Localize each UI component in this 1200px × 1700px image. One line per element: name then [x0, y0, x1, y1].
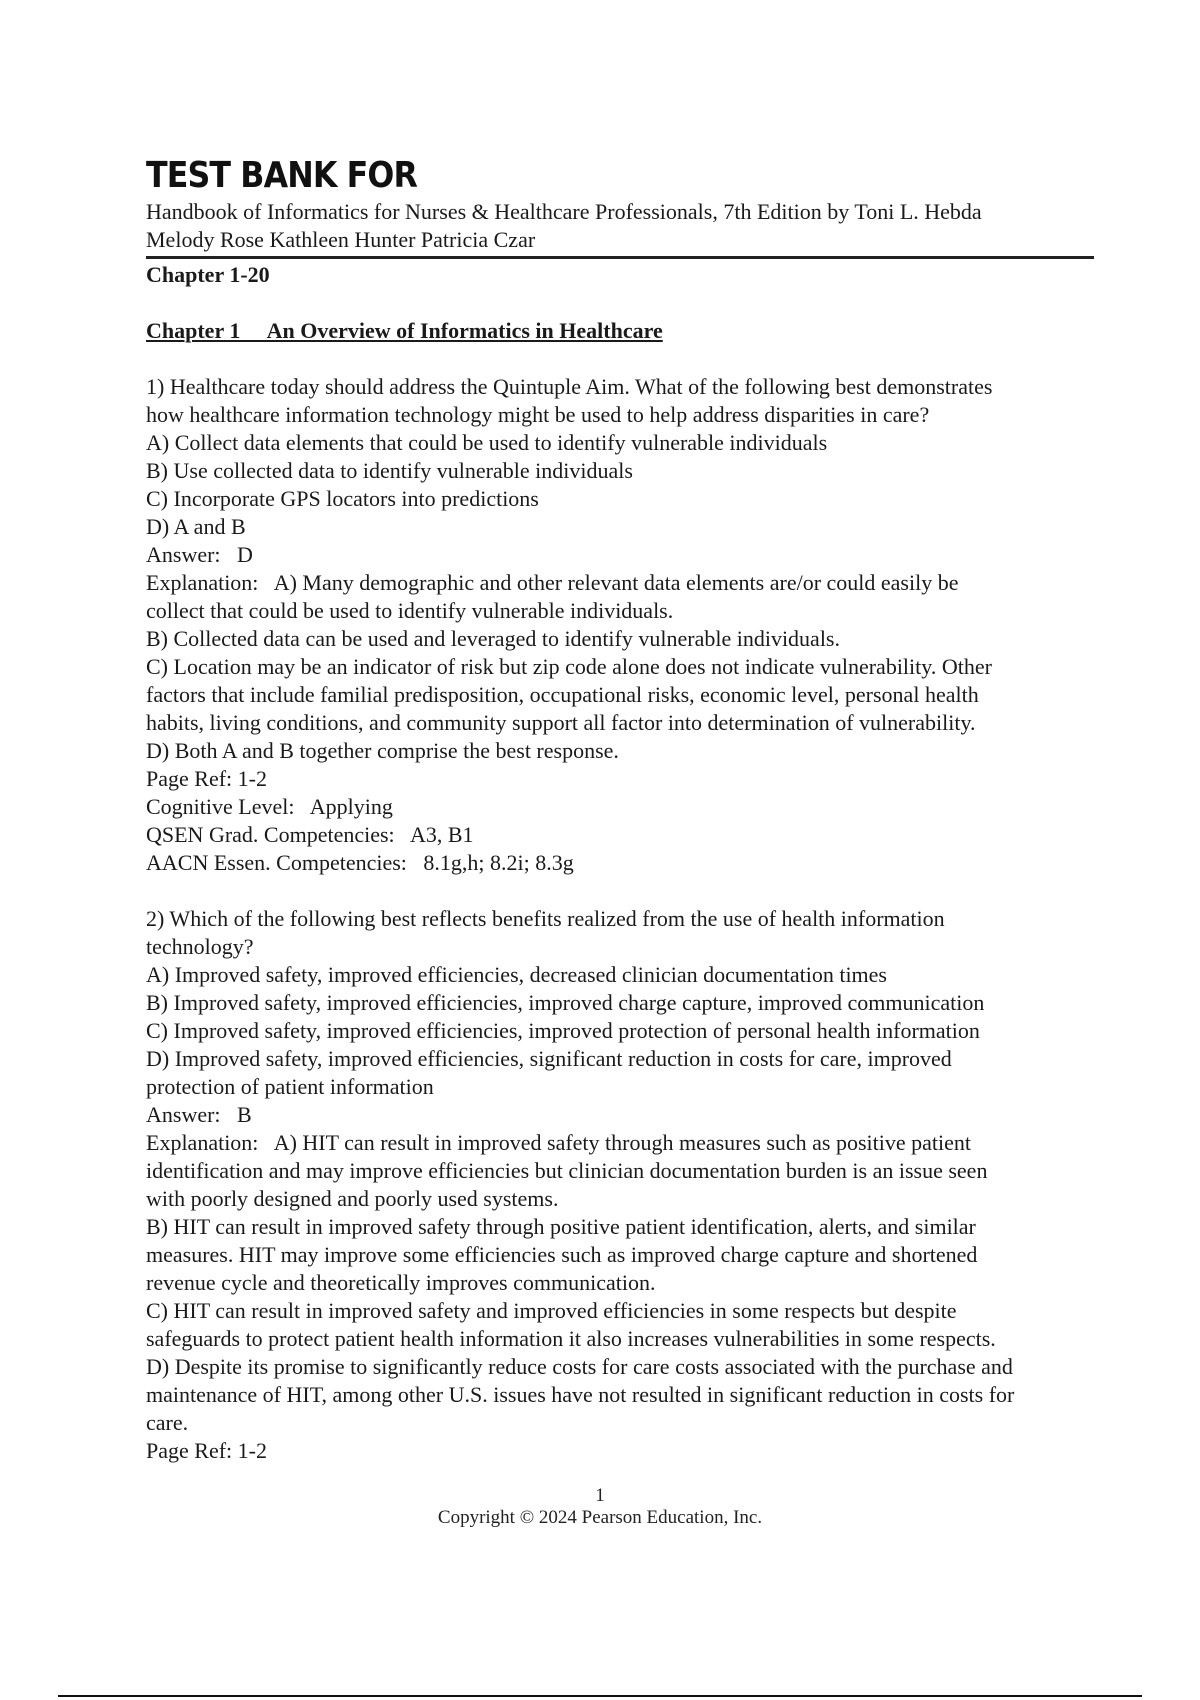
explanation-line: factors that include familial predisposition, occupational risks, economic level, personal health [146, 682, 979, 707]
question-line: how healthcare information technology might be used to help address disparities in care? [146, 402, 930, 427]
option-line: A) Collect data elements that could be used to identify vulnerable individuals [146, 430, 828, 455]
explanation-line: B) HIT can result in improved safety through positive patient identification, alerts, and similar [146, 1214, 976, 1239]
option-line: C) Improved safety, improved efficiencies, improved protection of personal health information [146, 1018, 980, 1043]
explanation-line: care. [146, 1410, 189, 1435]
option-line: B) Improved safety, improved efficiencies, improved charge capture, improved communication [146, 990, 985, 1015]
qsen-line: QSEN Grad. Competencies: A3, B1 [146, 822, 474, 847]
option-line: B) Use collected data to identify vulnerable individuals [146, 458, 633, 483]
explanation-line: identification and may improve efficiencies but clinician documentation burden is an issue seen [146, 1158, 988, 1183]
chapter-range: Chapter 1-20 [146, 262, 270, 287]
explanation-line: with poorly designed and poorly used systems. [146, 1186, 559, 1211]
explanation-line: D) Both A and B together comprise the best response. [146, 738, 619, 763]
bottom-divider [58, 1695, 1142, 1697]
chapter-heading: Chapter 1 An Overview of Informatics in Healthcare [146, 318, 663, 343]
cognitive-level-line: Cognitive Level: Applying [146, 794, 393, 819]
book-subtitle [146, 198, 1094, 259]
copyright-notice: Copyright © 2024 Pearson Education, Inc. [437, 1507, 763, 1528]
option-line: D) Improved safety, improved efficiencies, significant reduction in costs for care, improved [146, 1046, 952, 1071]
explanation-line: habits, living conditions, and community support all factor into determination of vulnerability. [146, 710, 976, 735]
page-ref-line: Page Ref: 1-2 [146, 766, 267, 791]
page-ref-line: Page Ref: 1-2 [146, 1438, 267, 1463]
explanation-line: collect that could be used to identify vulnerable individuals. [146, 598, 674, 623]
explanation-line: Explanation: A) Many demographic and other relevant data elements are/or could easily be [146, 570, 959, 595]
explanation-line: Explanation: A) HIT can result in improved safety through measures such as positive patient [146, 1130, 972, 1155]
aacn-line: AACN Essen. Competencies: 8.1g,h; 8.2i; 8.3g [146, 850, 574, 875]
explanation-line: maintenance of HIT, among other U.S. issues have not resulted in significant reduction in costs for [146, 1382, 1015, 1407]
explanation-line: B) Collected data can be used and leveraged to identify vulnerable individuals. [146, 626, 840, 651]
question-line: technology? [146, 934, 254, 959]
question-line: 1) Healthcare today should address the Quintuple Aim. What of the following best demonstrates [146, 374, 993, 399]
question-1 [146, 373, 1094, 877]
explanation-line: C) Location may be an indicator of risk but zip code alone does not indicate vulnerability. Other [146, 654, 992, 679]
subtitle-line: Melody Rose Kathleen Hunter Patricia Czar [146, 227, 536, 252]
page-number: 1 [595, 1485, 605, 1506]
answer-line: Answer: D [146, 542, 253, 567]
option-line: protection of patient information [146, 1074, 434, 1099]
document-title: TEST BANK FOR [146, 155, 417, 196]
question-2 [146, 905, 1094, 1465]
option-line: A) Improved safety, improved efficiencies, decreased clinician documentation times [146, 962, 887, 987]
option-line: D) A and B [146, 514, 246, 539]
subtitle-line: Handbook of Informatics for Nurses & Healthcare Professionals, 7th Edition by Toni L. Hebda [146, 199, 982, 224]
explanation-line: D) Despite its promise to significantly reduce costs for care costs associated with the purchase and [146, 1354, 1013, 1379]
document-page [146, 156, 1094, 1465]
explanation-line: revenue cycle and theoretically improves communication. [146, 1270, 656, 1295]
explanation-line: C) HIT can result in improved safety and improved efficiencies in some respects but despite [146, 1298, 957, 1323]
question-line: 2) Which of the following best reflects benefits realized from the use of health information [146, 906, 945, 931]
explanation-line: safeguards to protect patient health information it also increases vulnerabilities in some respects. [146, 1326, 996, 1351]
explanation-line: measures. HIT may improve some efficiencies such as improved charge capture and shortened [146, 1242, 978, 1267]
answer-line: Answer: B [146, 1102, 252, 1127]
option-line: C) Incorporate GPS locators into predictions [146, 486, 539, 511]
